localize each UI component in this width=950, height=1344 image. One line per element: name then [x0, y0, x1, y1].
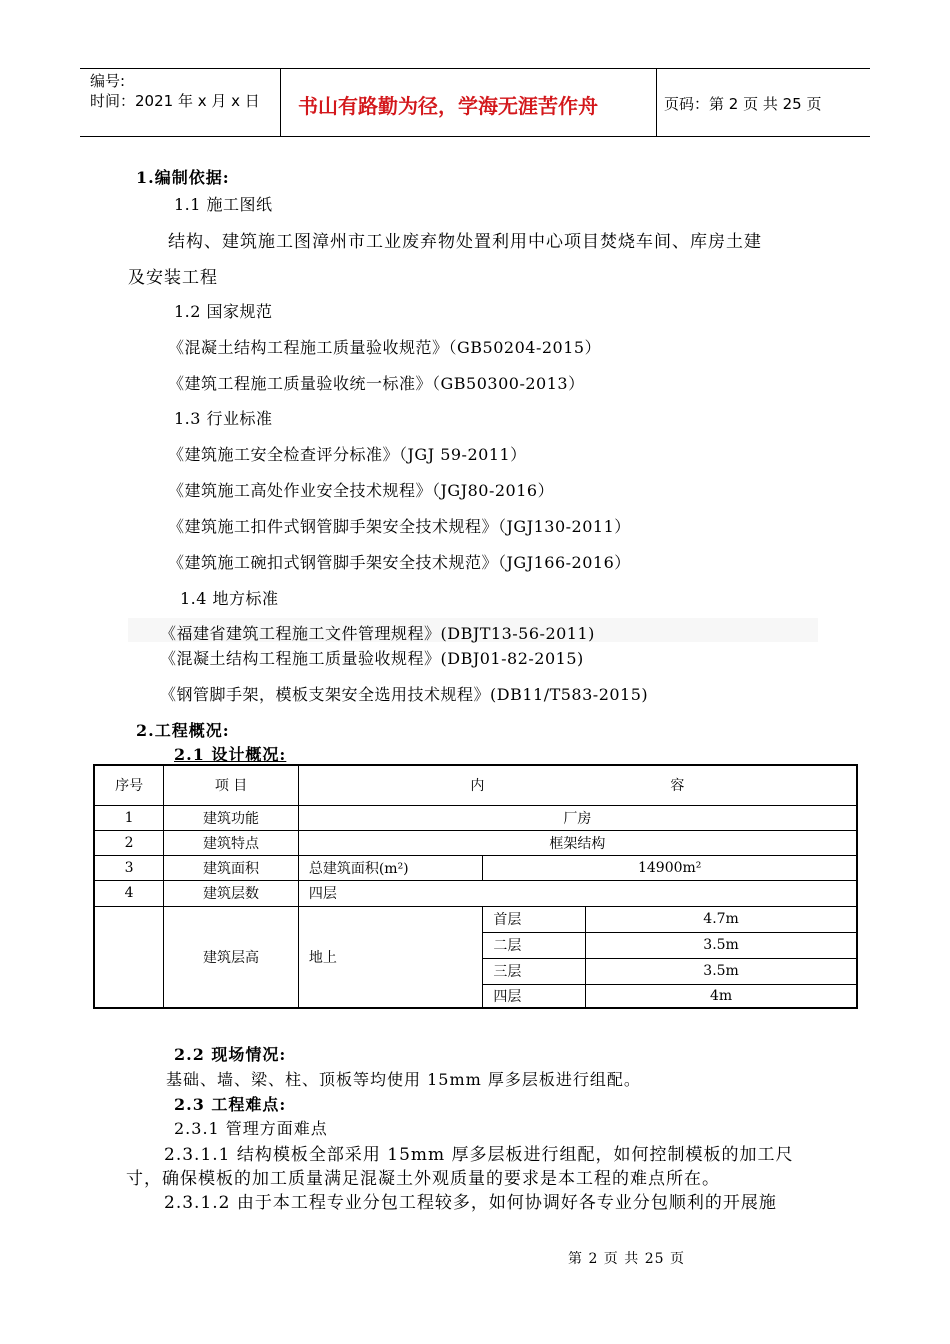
national-standard-item: 《混凝土结构工程施工质量验收规范》（GB50204-2015）	[168, 338, 602, 357]
row-item: 建筑特点	[164, 830, 299, 855]
local-standard-item: 《钢管脚手架，模板支架安全选用技术规程》(DB11/T583-2015)	[160, 685, 649, 704]
table-header-row	[94, 765, 857, 805]
paragraph-2-3-1-1-line1: 2.3.1.1 结构模板全部采用 15mm 厚多层板进行组配，如何控制模板的加工尺	[164, 1145, 794, 1165]
section2-heading: 2.工程概况:	[136, 721, 230, 740]
section2-3-title: 2.3 工程难点:	[174, 1095, 287, 1114]
row-no: 1	[94, 805, 164, 830]
floor-name: 三层	[483, 958, 586, 984]
table-row	[94, 855, 857, 880]
header-motto: 书山有路勤为径，学海无涯苦作舟	[298, 94, 598, 118]
local-standard-item: 《福建省建筑工程施工文件管理规程》(DBJT13-56-2011)	[160, 624, 595, 643]
section1-1-line1: 结构、建筑施工图漳州市工业废弃物处置利用中心项目焚烧车间、库房土建	[168, 232, 762, 252]
row-content: 14900m²	[483, 855, 857, 880]
section2-1-title: 2.1 设计概况:	[174, 745, 287, 764]
row-item: 建筑面积	[164, 855, 299, 880]
row-no: 3	[94, 855, 164, 880]
floor-name: 首层	[483, 906, 586, 932]
section1-1-title: 1.1 施工图纸	[174, 195, 273, 214]
row-no: 2	[94, 830, 164, 855]
header-date: 时间：2021 年 x 月 x 日	[90, 92, 260, 110]
section1-2-title: 1.2 国家规范	[174, 302, 273, 321]
floor-name: 四层	[483, 984, 586, 1008]
industry-standard-item: 《建筑施工扣件式钢管脚手架安全技术规程》（JGJ130-2011）	[168, 517, 631, 536]
header-bottom-rule	[80, 136, 870, 137]
header-divider-left	[280, 68, 281, 136]
design-overview-table	[93, 764, 858, 1009]
header-number-label: 编号:	[90, 72, 126, 90]
national-standard-item: 《建筑工程施工质量验收统一标准》（GB50300-2013）	[168, 374, 585, 393]
industry-standard-item: 《建筑施工高处作业安全技术规程》（JGJ80-2016）	[168, 481, 555, 500]
floor-height: 4.7m	[586, 906, 857, 932]
header-no: 序号	[94, 765, 164, 805]
header-content	[298, 765, 857, 805]
section2-3-1-title: 2.3.1 管理方面难点	[174, 1119, 328, 1138]
section2-2-title: 2.2 现场情况:	[174, 1045, 287, 1064]
local-standard-item: 《混凝土结构工程施工质量验收规程》(DBJ01-82-2015)	[160, 649, 584, 668]
floor-name: 二层	[483, 932, 586, 958]
table-row	[94, 830, 857, 855]
paragraph-2-3-1-1-line2: 寸，确保模板的加工质量满足混凝土外观质量的要求是本工程的难点所在。	[126, 1169, 720, 1189]
header-content-a: 内	[470, 778, 485, 795]
section2-2-text: 基础、墙、梁、柱、顶板等均使用 15mm 厚多层板进行组配。	[166, 1070, 641, 1089]
section1-heading: 1.编制依据:	[136, 168, 230, 187]
header-top-rule	[80, 68, 870, 69]
header-divider-right	[656, 68, 657, 136]
row-content: 框架结构	[298, 830, 857, 855]
header-content-b: 容	[670, 778, 685, 795]
section1-4-title: 1.4 地方标准	[180, 589, 279, 608]
floor-height: 3.5m	[586, 932, 857, 958]
industry-standard-item: 《建筑施工安全检查评分标准》（JGJ 59-2011）	[168, 445, 527, 464]
industry-standard-item: 《建筑施工碗扣式钢管脚手架安全技术规范》（JGJ166-2016）	[168, 553, 631, 572]
row-sublabel: 总建筑面积(m²)	[298, 855, 483, 880]
row-no-empty	[94, 906, 164, 1008]
section1-1-line2: 及安装工程	[128, 268, 218, 288]
table-row	[94, 906, 857, 932]
page-footer: 第 2 页 共 25 页	[568, 1251, 685, 1267]
table-row	[94, 805, 857, 830]
section1-3-title: 1.3 行业标准	[174, 409, 273, 428]
row-sublabel: 地上	[298, 906, 483, 1008]
row-item: 建筑层高	[164, 906, 299, 1008]
row-no: 4	[94, 880, 164, 906]
row-content: 四层	[298, 880, 857, 906]
floor-height: 4m	[586, 984, 857, 1008]
row-item: 建筑功能	[164, 805, 299, 830]
table-row	[94, 880, 857, 906]
header-item: 项 目	[164, 765, 299, 805]
row-item: 建筑层数	[164, 880, 299, 906]
floor-height: 3.5m	[586, 958, 857, 984]
row-content: 厂房	[298, 805, 857, 830]
header-page-label: 页码：第 2 页 共 25 页	[664, 95, 822, 113]
paragraph-2-3-1-2-line1: 2.3.1.2 由于本工程专业分包工程较多，如何协调好各专业分包顺利的开展施	[164, 1193, 777, 1213]
